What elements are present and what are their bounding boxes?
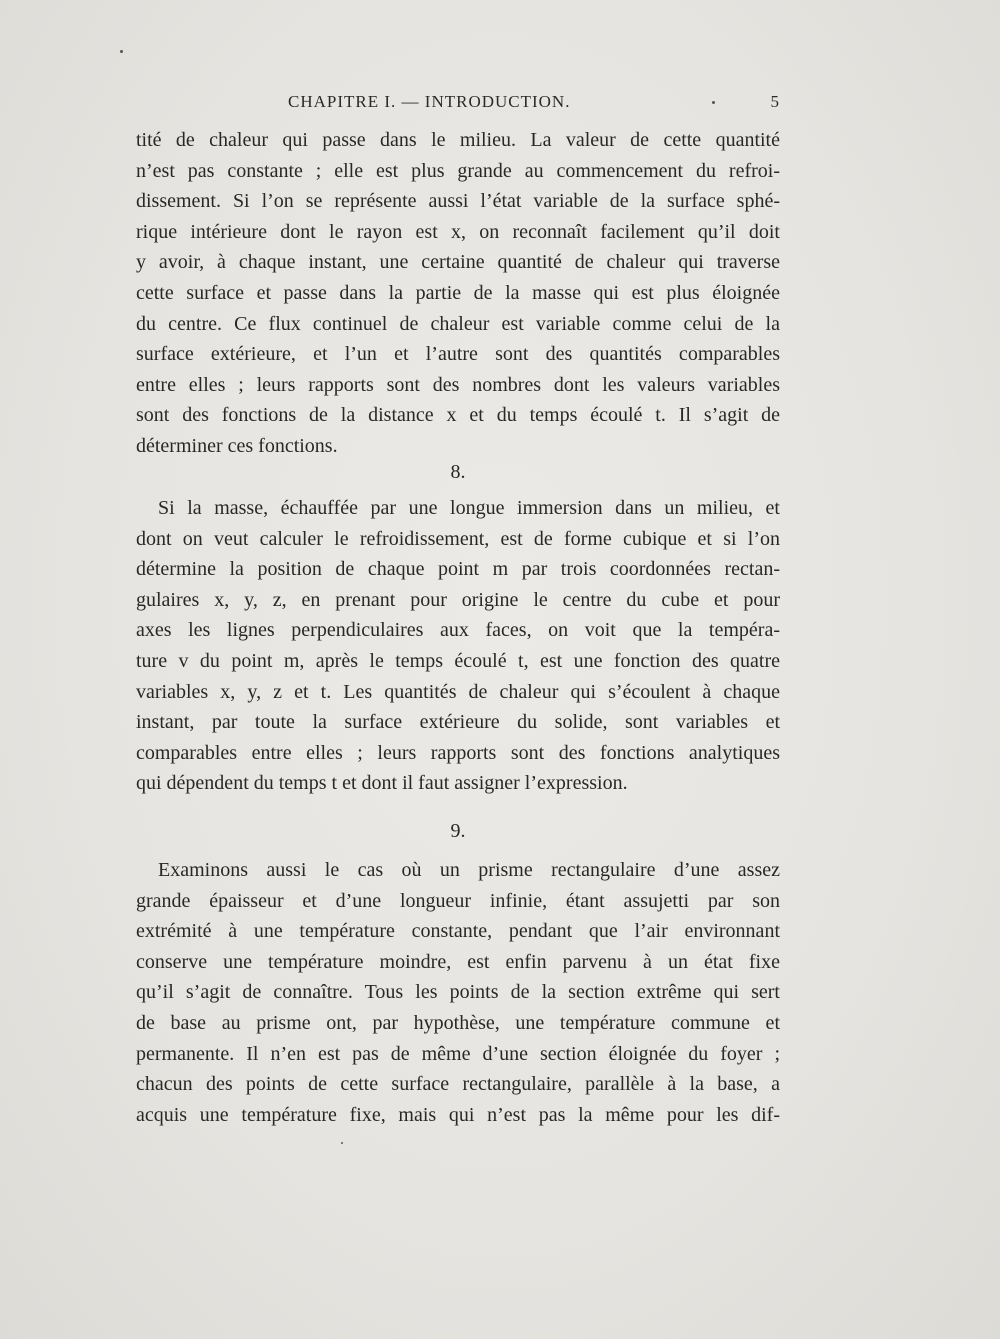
text-line: Si la masse, échauffée par une longue immersion dans un milieu, et (158, 497, 780, 519)
text-line: ture v du point m, après le temps écoulé t, est une fonction des quatre (136, 649, 780, 672)
text-line: Examinons aussi le cas où un prisme rectangulaire d’une assez (158, 859, 780, 881)
paper-speck (120, 50, 123, 53)
text-line: y avoir, à chaque instant, une certaine quantité de chaleur qui traverse (136, 251, 780, 274)
section-number: 9. (450, 820, 466, 842)
text-line: permanente. Il n’en est pas de même d’une section éloignée du foyer ; (136, 1042, 780, 1065)
text-line: surface extérieure, et l’un et l’autre sont des quantités comparables (136, 343, 780, 366)
section-8-paragraph (136, 493, 780, 799)
text-line: entre elles ; leurs rapports sont des nombres dont les valeurs variables (136, 373, 780, 396)
text-line: n’est pas constante ; elle est plus grande au commencement du refroi- (136, 159, 780, 182)
chapter-title: CHAPITRE I. — INTRODUCTION. (288, 92, 571, 111)
page-number: 5 (770, 92, 780, 111)
paper-speck (341, 1142, 343, 1144)
text-line: cette surface et passe dans la partie de la masse qui est plus éloignée (136, 281, 780, 304)
text-line: qui dépendent du temps t et dont il faut assigner l’expression. (136, 772, 628, 795)
text-line: extrémité à une température constante, pendant que l’air environnant (136, 920, 780, 943)
text-line: de base au prisme ont, par hypothèse, une température commune et (136, 1011, 780, 1034)
text-line: déterminer ces fonctions. (136, 434, 338, 457)
text-line: instant, par toute la surface extérieure du solide, sont variables et (136, 711, 780, 734)
text-line: sont des fonctions de la distance x et du temps écoulé t. Il s’agit de (136, 404, 780, 427)
text-line: chacun des points de cette surface rectangulaire, parallèle à la base, a (136, 1073, 780, 1096)
paragraph-continued (136, 125, 780, 462)
text-line: acquis une température fixe, mais qui n’est pas la même pour les dif- (136, 1103, 780, 1126)
text-line: variables x, y, z et t. Les quantités de chaleur qui s’écoulent à chaque (136, 680, 780, 703)
text-line: axes les lignes perpendiculaires aux faces, on voit que la tempéra- (136, 619, 780, 642)
text-line: gulaires x, y, z, en prenant pour origine le centre du cube et pour (136, 588, 780, 611)
text-line: dissement. Si l’on se représente aussi l’état variable de la surface sphé- (136, 190, 780, 213)
section-number: 8. (450, 461, 466, 483)
text-line: dont on veut calculer le refroidissement, est de forme cubique et si l’on (136, 527, 780, 550)
text-line: détermine la position de chaque point m par trois coordonnées rectan- (136, 558, 780, 581)
text-line: rique intérieure dont le rayon est x, on reconnaît facilement qu’il doit (136, 220, 780, 243)
section-9-paragraph (136, 855, 780, 1130)
text-line: conserve une température moindre, est enfin parvenu à un état fixe (136, 950, 780, 973)
text-line: grande épaisseur et d’une longueur infinie, étant assujetti par son (136, 889, 780, 912)
text-line: comparables entre elles ; leurs rapports sont des fonctions analytiques (136, 741, 780, 764)
text-line: du centre. Ce flux continuel de chaleur est variable comme celui de la (136, 312, 780, 335)
text-line: qu’il s’agit de connaître. Tous les points de la section extrême qui sert (136, 981, 780, 1004)
running-head (136, 92, 780, 118)
text-line: tité de chaleur qui passe dans le milieu. La valeur de cette quantité (136, 129, 780, 151)
